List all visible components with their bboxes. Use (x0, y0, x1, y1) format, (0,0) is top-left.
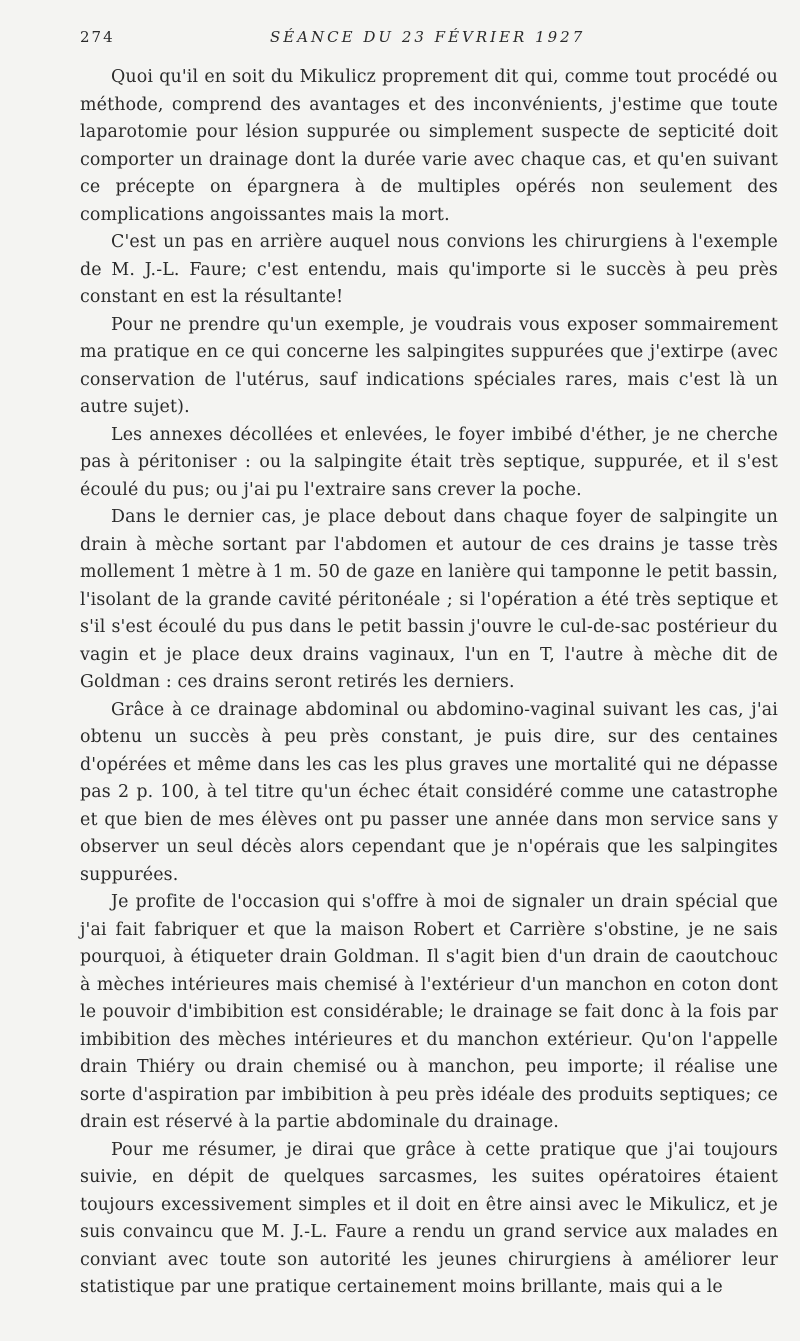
running-header (80, 24, 778, 54)
paragraph-2: C'est un pas en arrière auquel nous convions les chirurgiens à l'exemple de M. J.-L. Faure; c'est entendu, mais qu'importe si le succès à peu près constant en est la résultante! (80, 232, 778, 307)
running-title: SÉANCE DU 23 FÉVRIER 1927 (270, 28, 586, 46)
body-text (80, 64, 778, 1302)
paragraph-4: Les annexes décollées et enlevées, le foyer imbibé d'éther, je ne cherche pas à péritoniser : ou la salpingite était très septique, suppurée, et il s'est écoulé du pus; ou j'ai pu l'extraire sans crever la poche. (80, 424, 778, 500)
page-number: 274 (80, 28, 115, 46)
paragraph-6: Grâce à ce drainage abdominal ou abdomino-vaginal suivant les cas, j'ai obtenu un succès à peu près constant, je puis dire, sur des centaines d'opérées et même dans les cas les plus graves une mortalité qui ne dépasse pas 2 p. 100, à tel titre qu'un échec était considéré comme une catastrophe et que bien de mes élèves ont pu passer une année dans mon service sans y observer un seul décès alors cependant que je n'opérais que les salpingites suppurées. (80, 699, 778, 885)
paragraph-1: Quoi qu'il en soit du Mikulicz proprement dit qui, comme tout procédé ou méthode, comprend des avantages et des inconvénients, j'estime que toute laparotomie pour lésion suppurée ou simplement suspecte de septicité doit comporter un drainage dont la durée varie avec chaque cas, et qu'en suivant ce précepte on épargnera à de multiples opérés non seulement des complications angoissantes mais la mort. (80, 67, 778, 225)
paragraph-7: Je profite de l'occasion qui s'offre à moi de signaler un drain spécial que j'ai fait fabriquer et que la maison Robert et Carrière s'obstine, je ne sais pourquoi, à étiqueter drain Goldman. Il s'agit bien d'un drain de caoutchouc à mèches intérieures mais chemisé à l'extérieur d'un manchon en coton dont le pouvoir d'imbibition est considérable; le drainage se fait donc à la fois par imbibition des mèches intérieures et du manchon extérieur. Qu'on l'appelle drain Thiéry ou drain chemisé ou à manchon, peu importe; il réalise une sorte d'aspiration par imbibition à peu près idéale des produits septiques; ce drain est réservé à la partie abdominale du drainage. (80, 892, 778, 1132)
paragraph-8: Pour me résumer, je dirai que grâce à cette pratique que j'ai toujours suivie, en dépit de quelques sarcasmes, les suites opératoires étaient toujours excessivement simples et il doit en être ainsi avec le Mikulicz, et je suis convaincu que M. J.-L. Faure a rendu un grand service aux malades en conviant avec toute son autorité les jeunes chirurgiens à améliorer leur statistique par une pratique certainement moins brillante, mais qui a le (80, 1139, 778, 1297)
paragraph-3: Pour ne prendre qu'un exemple, je voudrais vous exposer sommairement ma pratique en ce qui concerne les salpingites suppurées que j'extirpe (avec conservation de l'utérus, sauf indications spéciales rares, mais c'est là un autre sujet). (80, 314, 778, 417)
paragraph-5: Dans le dernier cas, je place debout dans chaque foyer de salpingite un drain à mèche sortant par l'abdomen et autour de ces drains je tasse très mollement 1 mètre à 1 m. 50 de gaze en lanière qui tamponne le petit bassin, l'isolant de la grande cavité péritonéale ; si l'opération a été très septique et s'il s'est écoulé du pus dans le petit bassin j'ouvre le cul-de-sac postérieur du vagin et je place deux drains vaginaux, l'un en T, l'autre à mèche dit de Goldman : ces drains seront retirés les derniers. (80, 507, 778, 692)
